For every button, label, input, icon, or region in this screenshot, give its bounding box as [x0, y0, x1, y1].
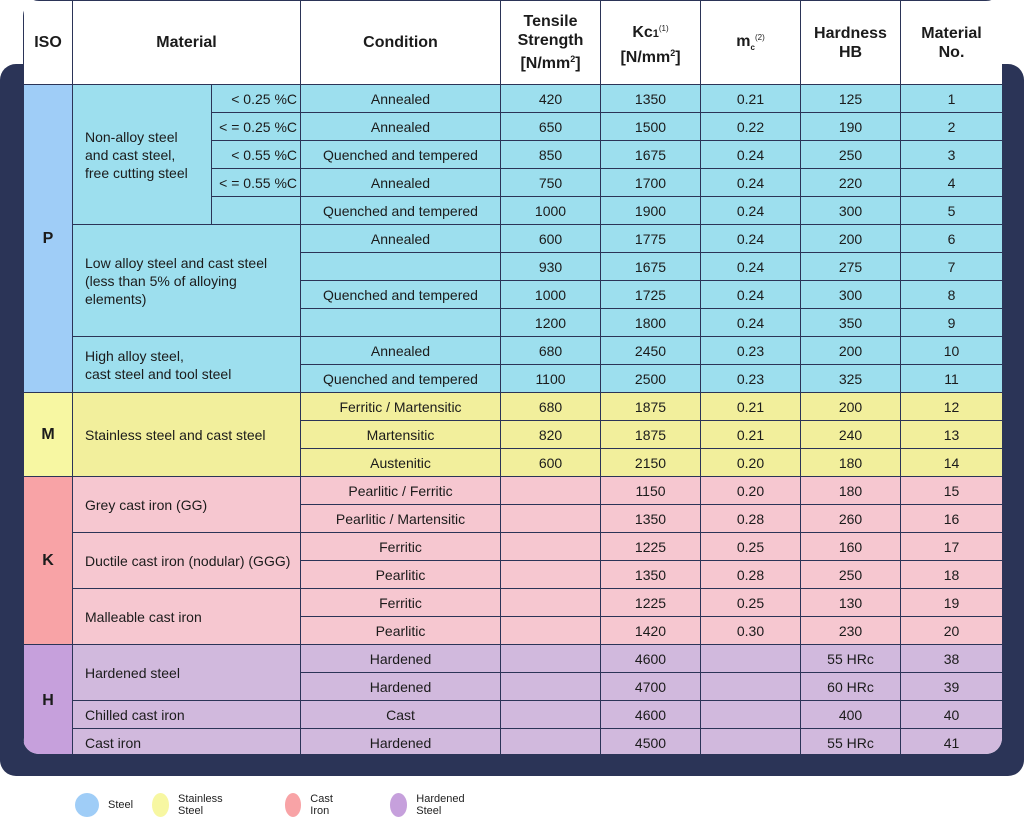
condition-cell: Quenched and tempered [301, 281, 501, 309]
tensile-cell [501, 729, 601, 755]
mc-cell: 0.22 [701, 113, 801, 141]
kc-cell: 1350 [601, 561, 701, 589]
material-no-cell: 3 [901, 141, 1003, 169]
mc-cell: 0.28 [701, 561, 801, 589]
material-nonalloy-steel: Non-alloy steel and cast steel, free cutting steel [73, 85, 212, 225]
kc-cell: 1225 [601, 533, 701, 561]
tensile-cell: 850 [501, 141, 601, 169]
material-no-cell: 2 [901, 113, 1003, 141]
iso-group-k: K [24, 477, 73, 645]
legend-label: Hardened Steel [416, 793, 465, 817]
hardness-cell: 180 [801, 477, 901, 505]
condition-cell: Ferritic [301, 533, 501, 561]
condition-cell: Annealed [301, 169, 501, 197]
material-malleable-cast-iron: Malleable cast iron [73, 589, 301, 645]
tensile-cell: 680 [501, 393, 601, 421]
hardness-cell: 300 [801, 197, 901, 225]
material-no-cell: 15 [901, 477, 1003, 505]
tensile-cell [501, 561, 601, 589]
mc-cell: 0.23 [701, 365, 801, 393]
table-row [24, 701, 1003, 729]
mc-cell: 0.24 [701, 169, 801, 197]
tensile-cell [501, 477, 601, 505]
condition-cell: Quenched and tempered [301, 141, 501, 169]
mc-cell [701, 729, 801, 755]
condition-cell [301, 253, 501, 281]
kc-cell: 1900 [601, 197, 701, 225]
kc-cell: 1350 [601, 85, 701, 113]
material-no-cell: 10 [901, 337, 1003, 365]
material-high-alloy-steel: High alloy steel, cast steel and tool steel [73, 337, 301, 393]
material-stainless-steel: Stainless steel and cast steel [73, 393, 301, 477]
hardness-cell: 160 [801, 533, 901, 561]
kc-cell: 1875 [601, 393, 701, 421]
mc-cell: 0.24 [701, 225, 801, 253]
material-no-cell: 11 [901, 365, 1003, 393]
stainless-steel-swatch-icon [152, 793, 169, 817]
hardness-cell: 190 [801, 113, 901, 141]
carbon-content: < 0.55 %C [212, 141, 301, 169]
iso-group-p: P [24, 85, 73, 393]
header-mc: $m_c^{(2)}$ [701, 1, 801, 85]
hardness-cell: 200 [801, 337, 901, 365]
tensile-cell: 650 [501, 113, 601, 141]
table-row [24, 645, 1003, 673]
material-no-cell: 17 [901, 533, 1003, 561]
material-no-cell: 9 [901, 309, 1003, 337]
kc-cell: 2150 [601, 449, 701, 477]
kc-cell: 1675 [601, 141, 701, 169]
kc-cell: 2450 [601, 337, 701, 365]
kc-cell: 1500 [601, 113, 701, 141]
table-row [24, 589, 1003, 617]
condition-cell: Austenitic [301, 449, 501, 477]
kc-cell: 4600 [601, 701, 701, 729]
condition-cell: Martensitic [301, 421, 501, 449]
condition-cell: Annealed [301, 113, 501, 141]
mc-cell: 0.24 [701, 281, 801, 309]
legend-label: Steel [108, 799, 134, 811]
kc-cell: 1775 [601, 225, 701, 253]
material-table [23, 0, 1002, 754]
header-material: Material [73, 1, 301, 85]
mc-cell [701, 645, 801, 673]
table-row [24, 477, 1003, 505]
carbon-content: < 0.25 %C [212, 85, 301, 113]
condition-cell: Ferritic / Martensitic [301, 393, 501, 421]
header-row [24, 1, 1003, 85]
header-condition: Condition [301, 1, 501, 85]
hardness-cell: 230 [801, 617, 901, 645]
hardness-cell: 260 [801, 505, 901, 533]
legend-item-hardened-steel [390, 793, 471, 817]
material-no-cell: 5 [901, 197, 1003, 225]
table-row [24, 533, 1003, 561]
table-row [24, 85, 1003, 113]
cast-iron-swatch-icon [285, 793, 301, 817]
material-low-alloy-steel: Low alloy steel and cast steel (less than 5% of alloying elements) [73, 225, 301, 337]
material-no-cell: 18 [901, 561, 1003, 589]
mc-cell: 0.21 [701, 393, 801, 421]
hardness-cell: 220 [801, 169, 901, 197]
tensile-cell: 1000 [501, 281, 601, 309]
legend-label: Stainless Steel [178, 793, 223, 817]
hardness-cell: 350 [801, 309, 901, 337]
legend-label: Cast Iron [310, 793, 333, 817]
table-row [24, 225, 1003, 253]
tensile-cell [501, 701, 601, 729]
hardness-cell: 130 [801, 589, 901, 617]
header-tensile-strength: Tensile Strength $[N/mm^2]$ [501, 1, 601, 85]
tensile-cell: 930 [501, 253, 601, 281]
table-row [24, 393, 1003, 421]
iso-group-h: H [24, 645, 73, 755]
kc-cell: 1225 [601, 589, 701, 617]
condition-cell: Cast [301, 701, 501, 729]
carbon-content: < = 0.25 %C [212, 113, 301, 141]
material-no-cell: 19 [901, 589, 1003, 617]
kc-cell: 2500 [601, 365, 701, 393]
kc-cell: 4600 [601, 645, 701, 673]
tensile-cell [501, 673, 601, 701]
legend-item-steel [75, 793, 133, 817]
material-no-cell: 20 [901, 617, 1003, 645]
tensile-cell [501, 589, 601, 617]
hardness-cell: 200 [801, 225, 901, 253]
tensile-cell [501, 645, 601, 673]
carbon-content [212, 197, 301, 225]
kc-cell: 1875 [601, 421, 701, 449]
mc-cell: 0.24 [701, 197, 801, 225]
header-material-no: Material No. [901, 1, 1003, 85]
tensile-cell [501, 617, 601, 645]
material-no-cell: 40 [901, 701, 1003, 729]
carbon-content: < = 0.55 %C [212, 169, 301, 197]
material-no-cell: 13 [901, 421, 1003, 449]
mc-cell: 0.24 [701, 141, 801, 169]
hardness-cell: 250 [801, 561, 901, 589]
tensile-cell [501, 533, 601, 561]
tensile-cell: 750 [501, 169, 601, 197]
tensile-cell: 1100 [501, 365, 601, 393]
material-hardened-steel: Hardened steel [73, 645, 301, 701]
material-no-cell: 39 [901, 673, 1003, 701]
hardness-cell: 55 HRc [801, 729, 901, 755]
condition-cell: Pearlitic [301, 561, 501, 589]
tensile-cell: 1000 [501, 197, 601, 225]
mc-cell: 0.23 [701, 337, 801, 365]
kc-cell: 4700 [601, 673, 701, 701]
kc-cell: 1350 [601, 505, 701, 533]
hardness-cell: 300 [801, 281, 901, 309]
condition-cell: Hardened [301, 729, 501, 755]
mc-cell [701, 701, 801, 729]
mc-cell: 0.25 [701, 533, 801, 561]
material-no-cell: 38 [901, 645, 1003, 673]
kc-cell: 1420 [601, 617, 701, 645]
condition-cell: Pearlitic / Martensitic [301, 505, 501, 533]
material-no-cell: 8 [901, 281, 1003, 309]
hardness-cell: 400 [801, 701, 901, 729]
kc-cell: 1800 [601, 309, 701, 337]
material-no-cell: 16 [901, 505, 1003, 533]
mc-cell: 0.28 [701, 505, 801, 533]
hardness-cell: 240 [801, 421, 901, 449]
mc-cell: 0.20 [701, 449, 801, 477]
kc-cell: 1725 [601, 281, 701, 309]
material-ductile-cast-iron: Ductile cast iron (nodular) (GGG) [73, 533, 301, 589]
material-no-cell: 6 [901, 225, 1003, 253]
mc-cell: 0.21 [701, 85, 801, 113]
condition-cell: Annealed [301, 85, 501, 113]
hardness-cell: 55 HRc [801, 645, 901, 673]
condition-cell: Pearlitic [301, 617, 501, 645]
hardness-cell: 250 [801, 141, 901, 169]
hardness-cell: 325 [801, 365, 901, 393]
header-kc1: Kc1$^{(1)}$ $[N/mm^2]$ [601, 1, 701, 85]
condition-cell: Hardened [301, 645, 501, 673]
mc-cell: 0.20 [701, 477, 801, 505]
hardness-cell: 275 [801, 253, 901, 281]
hardness-cell: 125 [801, 85, 901, 113]
header-hardness: Hardness HB [801, 1, 901, 85]
hardness-cell: 180 [801, 449, 901, 477]
tensile-cell: 600 [501, 225, 601, 253]
table-row [24, 729, 1003, 755]
material-table-sheet [23, 0, 1002, 754]
hardness-cell: 200 [801, 393, 901, 421]
mc-cell: 0.21 [701, 421, 801, 449]
hardened-steel-swatch-icon [390, 793, 407, 817]
condition-cell: Annealed [301, 337, 501, 365]
material-no-cell: 14 [901, 449, 1003, 477]
material-no-cell: 1 [901, 85, 1003, 113]
header-iso: ISO [24, 1, 73, 85]
material-no-cell: 12 [901, 393, 1003, 421]
material-no-cell: 41 [901, 729, 1003, 755]
steel-swatch-icon [75, 793, 99, 817]
condition-cell: Annealed [301, 225, 501, 253]
mc-cell: 0.25 [701, 589, 801, 617]
iso-group-m: M [24, 393, 73, 477]
condition-cell: Ferritic [301, 589, 501, 617]
kc-cell: 1150 [601, 477, 701, 505]
tensile-cell: 680 [501, 337, 601, 365]
condition-cell: Pearlitic / Ferritic [301, 477, 501, 505]
mc-cell: 0.30 [701, 617, 801, 645]
tensile-cell: 420 [501, 85, 601, 113]
material-cast-iron: Cast iron [73, 729, 301, 755]
material-no-cell: 7 [901, 253, 1003, 281]
condition-cell: Hardened [301, 673, 501, 701]
tensile-cell: 1200 [501, 309, 601, 337]
mc-cell [701, 673, 801, 701]
kc-cell: 1675 [601, 253, 701, 281]
mc-cell: 0.24 [701, 309, 801, 337]
material-no-cell: 4 [901, 169, 1003, 197]
hardness-cell: 60 HRc [801, 673, 901, 701]
kc-cell: 1700 [601, 169, 701, 197]
condition-cell: Quenched and tempered [301, 365, 501, 393]
condition-cell [301, 309, 501, 337]
tensile-cell: 600 [501, 449, 601, 477]
table-row [24, 337, 1003, 365]
mc-cell: 0.24 [701, 253, 801, 281]
condition-cell: Quenched and tempered [301, 197, 501, 225]
material-grey-cast-iron: Grey cast iron (GG) [73, 477, 301, 533]
legend-item-cast-iron [285, 793, 341, 817]
kc-cell: 4500 [601, 729, 701, 755]
tensile-cell: 820 [501, 421, 601, 449]
material-chilled-cast-iron: Chilled cast iron [73, 701, 301, 729]
tensile-cell [501, 505, 601, 533]
legend-item-stainless-steel [152, 793, 230, 817]
